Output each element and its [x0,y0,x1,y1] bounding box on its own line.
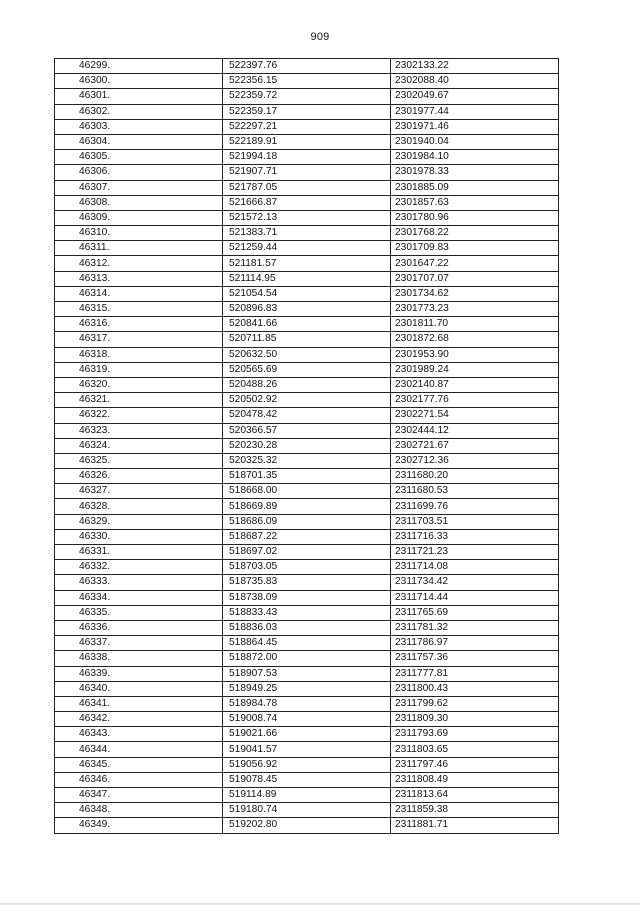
y-coordinate-cell: 2311703.51 [391,514,559,529]
table-row [55,681,559,696]
x-coordinate-cell: 519056.92 [223,757,391,772]
point-number-cell: 46341. [55,696,223,711]
point-number-cell: 46326. [55,469,223,484]
x-coordinate-cell: 520478.42 [223,408,391,423]
y-coordinate-cell: 2311803.65 [391,742,559,757]
x-coordinate-cell: 522359.72 [223,89,391,104]
table-row [55,803,559,818]
table-row [55,788,559,803]
x-coordinate-cell: 520711.85 [223,332,391,347]
y-coordinate-cell: 2311699.76 [391,499,559,514]
point-number-cell: 46302. [55,104,223,119]
point-number-cell: 46329. [55,514,223,529]
point-number-cell: 46315. [55,302,223,317]
y-coordinate-cell: 2302712.36 [391,453,559,468]
table-row [55,195,559,210]
x-coordinate-cell: 522359.17 [223,104,391,119]
x-coordinate-cell: 521666.87 [223,195,391,210]
x-coordinate-cell: 518669.89 [223,499,391,514]
x-coordinate-cell: 518836.03 [223,620,391,635]
y-coordinate-cell: 2301857.63 [391,195,559,210]
point-number-cell: 46328. [55,499,223,514]
x-coordinate-cell: 518668.00 [223,484,391,499]
x-coordinate-cell: 519008.74 [223,712,391,727]
table-row [55,545,559,560]
point-number-cell: 46306. [55,165,223,180]
point-number-cell: 46303. [55,119,223,134]
table-row [55,712,559,727]
y-coordinate-cell: 2302133.22 [391,59,559,74]
point-number-cell: 46340. [55,681,223,696]
y-coordinate-cell: 2302721.67 [391,438,559,453]
point-number-cell: 46347. [55,788,223,803]
table-row [55,210,559,225]
table-row [55,423,559,438]
y-coordinate-cell: 2311797.46 [391,757,559,772]
table-row [55,560,559,575]
table-row [55,377,559,392]
x-coordinate-cell: 518687.22 [223,529,391,544]
table-row [55,332,559,347]
point-number-cell: 46319. [55,362,223,377]
y-coordinate-cell: 2311716.33 [391,529,559,544]
page-number: 909 [310,31,330,43]
y-coordinate-cell: 2301780.96 [391,210,559,225]
point-number-cell: 46342. [55,712,223,727]
coordinates-table-body [55,59,559,834]
point-number-cell: 46348. [55,803,223,818]
x-coordinate-cell: 518864.45 [223,636,391,651]
x-coordinate-cell: 520366.57 [223,423,391,438]
x-coordinate-cell: 519114.89 [223,788,391,803]
point-number-cell: 46310. [55,226,223,241]
table-row [55,529,559,544]
x-coordinate-cell: 520488.26 [223,377,391,392]
x-coordinate-cell: 519202.80 [223,818,391,833]
x-coordinate-cell: 518697.02 [223,545,391,560]
table-row [55,453,559,468]
point-number-cell: 46305. [55,150,223,165]
point-number-cell: 46338. [55,651,223,666]
x-coordinate-cell: 518833.43 [223,605,391,620]
point-number-cell: 46312. [55,256,223,271]
table-row [55,651,559,666]
point-number-cell: 46316. [55,317,223,332]
table-row [55,104,559,119]
table-row [55,590,559,605]
point-number-cell: 46330. [55,529,223,544]
y-coordinate-cell: 2301977.44 [391,104,559,119]
point-number-cell: 46304. [55,134,223,149]
point-number-cell: 46299. [55,59,223,74]
y-coordinate-cell: 2311721.23 [391,545,559,560]
point-number-cell: 46309. [55,210,223,225]
x-coordinate-cell: 518686.09 [223,514,391,529]
y-coordinate-cell: 2301989.24 [391,362,559,377]
x-coordinate-cell: 521572.13 [223,210,391,225]
y-coordinate-cell: 2302177.76 [391,393,559,408]
x-coordinate-cell: 521994.18 [223,150,391,165]
y-coordinate-cell: 2301709.83 [391,241,559,256]
y-coordinate-cell: 2301707.07 [391,271,559,286]
y-coordinate-cell: 2311781.32 [391,620,559,635]
table-row [55,514,559,529]
x-coordinate-cell: 520502.92 [223,393,391,408]
table-row [55,408,559,423]
point-number-cell: 46333. [55,575,223,590]
point-number-cell: 46345. [55,757,223,772]
table-row [55,347,559,362]
table-row [55,74,559,89]
point-number-cell: 46334. [55,590,223,605]
table-row [55,256,559,271]
y-coordinate-cell: 2302271.54 [391,408,559,423]
table-row [55,317,559,332]
y-coordinate-cell: 2311680.53 [391,484,559,499]
x-coordinate-cell: 519041.57 [223,742,391,757]
y-coordinate-cell: 2301984.10 [391,150,559,165]
point-number-cell: 46325. [55,453,223,468]
table-row [55,165,559,180]
point-number-cell: 46327. [55,484,223,499]
x-coordinate-cell: 518872.00 [223,651,391,666]
table-row [55,271,559,286]
x-coordinate-cell: 520841.66 [223,317,391,332]
table-row [55,226,559,241]
x-coordinate-cell: 521787.05 [223,180,391,195]
y-coordinate-cell: 2302088.40 [391,74,559,89]
table-row [55,89,559,104]
table-row [55,575,559,590]
y-coordinate-cell: 2311786.97 [391,636,559,651]
x-coordinate-cell: 522297.21 [223,119,391,134]
point-number-cell: 46320. [55,377,223,392]
y-coordinate-cell: 2311813.64 [391,788,559,803]
x-coordinate-cell: 520230.28 [223,438,391,453]
point-number-cell: 46332. [55,560,223,575]
table-row [55,696,559,711]
x-coordinate-cell: 518949.25 [223,681,391,696]
point-number-cell: 46331. [55,545,223,560]
x-coordinate-cell: 522356.15 [223,74,391,89]
x-coordinate-cell: 518735.83 [223,575,391,590]
y-coordinate-cell: 2311777.81 [391,666,559,681]
point-number-cell: 46317. [55,332,223,347]
point-number-cell: 46307. [55,180,223,195]
y-coordinate-cell: 2311765.69 [391,605,559,620]
y-coordinate-cell: 2302444.12 [391,423,559,438]
coordinates-table [54,58,559,834]
table-row [55,150,559,165]
table-row [55,393,559,408]
y-coordinate-cell: 2302049.67 [391,89,559,104]
x-coordinate-cell: 521114.95 [223,271,391,286]
y-coordinate-cell: 2301953.90 [391,347,559,362]
point-number-cell: 46337. [55,636,223,651]
y-coordinate-cell: 2311714.44 [391,590,559,605]
table-row [55,438,559,453]
y-coordinate-cell: 2311809.30 [391,712,559,727]
y-coordinate-cell: 2311808.49 [391,772,559,787]
y-coordinate-cell: 2311859.38 [391,803,559,818]
y-coordinate-cell: 2301768.22 [391,226,559,241]
point-number-cell: 46323. [55,423,223,438]
y-coordinate-cell: 2301971.46 [391,119,559,134]
table-row [55,605,559,620]
table-row [55,818,559,833]
table-row [55,302,559,317]
point-number-cell: 46311. [55,241,223,256]
x-coordinate-cell: 520632.50 [223,347,391,362]
point-number-cell: 46308. [55,195,223,210]
point-number-cell: 46322. [55,408,223,423]
point-number-cell: 46343. [55,727,223,742]
point-number-cell: 46344. [55,742,223,757]
y-coordinate-cell: 2301773.23 [391,302,559,317]
y-coordinate-cell: 2311793.69 [391,727,559,742]
table-row [55,772,559,787]
x-coordinate-cell: 519078.45 [223,772,391,787]
x-coordinate-cell: 519180.74 [223,803,391,818]
y-coordinate-cell: 2301647.22 [391,256,559,271]
x-coordinate-cell: 520325.32 [223,453,391,468]
point-number-cell: 46300. [55,74,223,89]
table-row [55,241,559,256]
table-row [55,59,559,74]
point-number-cell: 46313. [55,271,223,286]
y-coordinate-cell: 2311799.62 [391,696,559,711]
y-coordinate-cell: 2301978.33 [391,165,559,180]
point-number-cell: 46336. [55,620,223,635]
x-coordinate-cell: 522189.91 [223,134,391,149]
y-coordinate-cell: 2311800.43 [391,681,559,696]
y-coordinate-cell: 2301734.62 [391,286,559,301]
y-coordinate-cell: 2301885.09 [391,180,559,195]
x-coordinate-cell: 520896.83 [223,302,391,317]
x-coordinate-cell: 518703.05 [223,560,391,575]
table-row [55,499,559,514]
point-number-cell: 46318. [55,347,223,362]
table-row [55,484,559,499]
point-number-cell: 46349. [55,818,223,833]
y-coordinate-cell: 2311757.36 [391,651,559,666]
y-coordinate-cell: 2301811.70 [391,317,559,332]
table-row [55,666,559,681]
x-coordinate-cell: 518907.53 [223,666,391,681]
table-row [55,727,559,742]
table-row [55,362,559,377]
y-coordinate-cell: 2311734.42 [391,575,559,590]
table-row [55,286,559,301]
y-coordinate-cell: 2301872.68 [391,332,559,347]
x-coordinate-cell: 521383.71 [223,226,391,241]
x-coordinate-cell: 518701.35 [223,469,391,484]
y-coordinate-cell: 2301940.04 [391,134,559,149]
x-coordinate-cell: 521181.57 [223,256,391,271]
table-row [55,180,559,195]
x-coordinate-cell: 521054.54 [223,286,391,301]
y-coordinate-cell: 2311714.08 [391,560,559,575]
x-coordinate-cell: 522397.76 [223,59,391,74]
point-number-cell: 46339. [55,666,223,681]
y-coordinate-cell: 2311881.71 [391,818,559,833]
table-row [55,134,559,149]
x-coordinate-cell: 520565.69 [223,362,391,377]
x-coordinate-cell: 518738.09 [223,590,391,605]
point-number-cell: 46301. [55,89,223,104]
table-row [55,469,559,484]
table-row [55,620,559,635]
point-number-cell: 46346. [55,772,223,787]
table-row [55,742,559,757]
x-coordinate-cell: 521259.44 [223,241,391,256]
y-coordinate-cell: 2302140.87 [391,377,559,392]
table-row [55,119,559,134]
x-coordinate-cell: 521907.71 [223,165,391,180]
point-number-cell: 46324. [55,438,223,453]
table-row [55,636,559,651]
table-row [55,757,559,772]
point-number-cell: 46321. [55,393,223,408]
point-number-cell: 46335. [55,605,223,620]
x-coordinate-cell: 519021.66 [223,727,391,742]
x-coordinate-cell: 518984.78 [223,696,391,711]
point-number-cell: 46314. [55,286,223,301]
y-coordinate-cell: 2311680.20 [391,469,559,484]
